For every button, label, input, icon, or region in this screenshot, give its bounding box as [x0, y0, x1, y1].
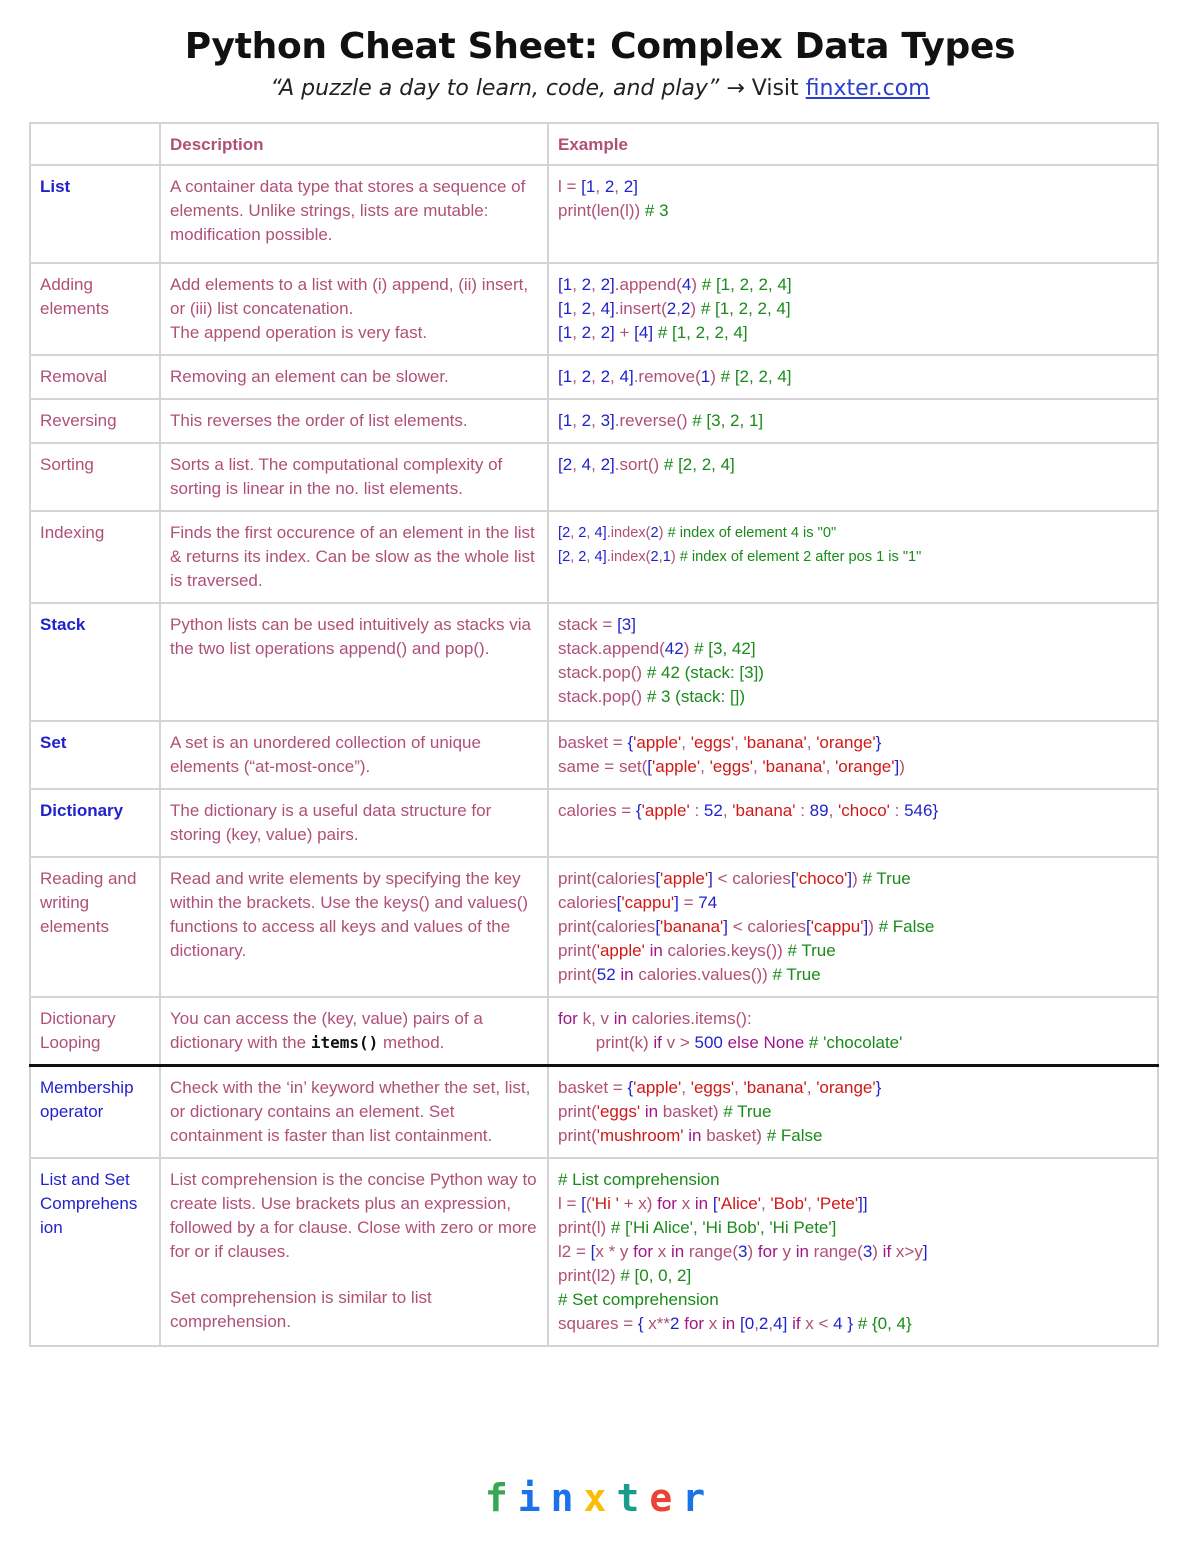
- description-text-end: method.: [382, 1033, 445, 1052]
- logo-letter: t: [616, 1476, 650, 1520]
- row-description: Sorts a list. The computational complexity of sorting is linear in the no. list elements.: [160, 443, 548, 511]
- code-line: [1, 2, 2] + [4] # [1, 2, 2, 4]: [558, 323, 748, 342]
- code-line: print(k) if v > 500 else None # 'chocolate': [558, 1033, 903, 1052]
- row-description: [160, 1158, 548, 1346]
- code-line: print(l) # ['Hi Alice', 'Hi Bob', 'Hi Pete']: [558, 1218, 837, 1237]
- page-subtitle: [0, 76, 1200, 101]
- code-line: print(calories['banana'] < calories['cappu']) # False: [558, 917, 935, 936]
- row-example-code: [548, 263, 1158, 355]
- row-example-code: [548, 721, 1158, 789]
- row-example-code: [548, 1158, 1158, 1346]
- table-row: [30, 1066, 1158, 1159]
- code-line: print('eggs' in basket) # True: [558, 1102, 772, 1121]
- row-name: List and Set Comprehens ion: [30, 1158, 160, 1346]
- cheat-sheet-table: [29, 122, 1159, 1347]
- visit-label: Visit: [751, 76, 799, 101]
- row-name: Stack: [30, 603, 160, 721]
- row-example-code: [548, 857, 1158, 997]
- logo-letter: f: [484, 1476, 518, 1520]
- code-line: stack.pop() # 42 (stack: [3]): [558, 663, 764, 682]
- code-line: [2, 2, 4].index(2) # index of element 4 is "0": [558, 525, 837, 541]
- finxter-link[interactable]: finxter.com: [805, 76, 930, 101]
- row-example-code: [548, 511, 1158, 603]
- row-example-code: [548, 997, 1158, 1066]
- table-row: [30, 857, 1158, 997]
- code-line: # List comprehension: [558, 1170, 720, 1189]
- row-description: This reverses the order of list elements.: [160, 399, 548, 443]
- code-line: calories['cappu'] = 74: [558, 893, 718, 912]
- table-row: [30, 399, 1158, 443]
- row-example-code: [548, 443, 1158, 511]
- code-line: calories = {'apple' : 52, 'banana' : 89, 'choco' : 546}: [558, 801, 939, 820]
- row-name: Dictionary: [30, 789, 160, 857]
- row-description: Check with the ‘in’ keyword whether the set, list, or dictionary contains an element. Set containment is faster than list containment.: [160, 1066, 548, 1159]
- column-header-description: Description: [160, 123, 548, 165]
- code-line: print('mushroom' in basket) # False: [558, 1126, 823, 1145]
- page-title: Python Cheat Sheet: Complex Data Types: [184, 26, 1016, 67]
- table-row: [30, 443, 1158, 511]
- tagline-quote: “A puzzle a day to learn, code, and play”: [270, 76, 720, 101]
- logo-letter: e: [649, 1476, 683, 1520]
- row-name: Reversing: [30, 399, 160, 443]
- code-line: stack.append(42) # [3, 42]: [558, 639, 756, 658]
- row-example-code: [548, 399, 1158, 443]
- row-description: A container data type that stores a sequence of elements. Unlike strings, lists are mutable: modification possible.: [160, 165, 548, 263]
- code-line: # Set comprehension: [558, 1290, 719, 1309]
- row-example-code: [548, 1066, 1158, 1159]
- row-name: List: [30, 165, 160, 263]
- description-text: List comprehension is the concise Python way to create lists. Use brackets plus an expression, followed by a for clause. Close with zero or more for or if clauses.: [170, 1170, 537, 1261]
- row-name: Sorting: [30, 443, 160, 511]
- row-example-code: [548, 165, 1158, 263]
- row-name: Reading and writing elements: [30, 857, 160, 997]
- description-note: The append operation is very fast.: [170, 323, 428, 342]
- row-example-code: [548, 603, 1158, 721]
- row-name: Dictionary Looping: [30, 997, 160, 1066]
- row-name: Removal: [30, 355, 160, 399]
- logo-letter: x: [583, 1476, 617, 1520]
- code-line: basket = {'apple', 'eggs', 'banana', 'orange'}: [558, 733, 882, 752]
- row-name: Indexing: [30, 511, 160, 603]
- row-description: The dictionary is a useful data structure for storing (key, value) pairs.: [160, 789, 548, 857]
- description-text: You can access the (key, value) pairs of a dictionary with the: [170, 1009, 483, 1052]
- column-header-example: Example: [548, 123, 1158, 165]
- arrow-icon: →: [726, 76, 745, 101]
- code-line: l2 = [x * y for x in range(3) for y in range(3) if x>y]: [558, 1242, 928, 1261]
- logo-letter: i: [517, 1476, 551, 1520]
- row-description: Removing an element can be slower.: [160, 355, 548, 399]
- code-line: [1, 2, 2].append(4) # [1, 2, 2, 4]: [558, 275, 792, 294]
- table-row: [30, 789, 1158, 857]
- table-row: [30, 721, 1158, 789]
- logo-letter: n: [550, 1476, 584, 1520]
- table-row: [30, 263, 1158, 355]
- row-description: Read and write elements by specifying the key within the brackets. Use the keys() and values() functions to access all keys and values of the dictionary.: [160, 857, 548, 997]
- header-blank-cell: [30, 123, 160, 165]
- finxter-logo: [0, 1476, 1200, 1520]
- code-line: l = [1, 2, 2]: [558, 177, 638, 196]
- table-row: [30, 603, 1158, 721]
- code-line: stack.pop() # 3 (stack: []): [558, 687, 746, 706]
- description-text: Add elements to a list with (i) append, (ii) insert, or (iii) list concatenation.: [170, 275, 529, 318]
- code-line: squares = { x**2 for x in [0,2,4] if x < 4 } # {0, 4}: [558, 1314, 912, 1333]
- table-row: [30, 997, 1158, 1066]
- code-line: [1, 2, 4].insert(2,2) # [1, 2, 2, 4]: [558, 299, 791, 318]
- table-row: [30, 1158, 1158, 1346]
- code-line: for k, v in calories.items():: [558, 1009, 752, 1028]
- code-line: l = [('Hi ' + x) for x in ['Alice', 'Bob', 'Pete']]: [558, 1194, 868, 1213]
- code-line: print(len(l)) # 3: [558, 201, 669, 220]
- row-name: Membership operator: [30, 1066, 160, 1159]
- row-description: [160, 997, 548, 1066]
- row-description: A set is an unordered collection of unique elements (“at-most-once”).: [160, 721, 548, 789]
- row-example-code: [548, 355, 1158, 399]
- code-line: [1, 2, 3].reverse() # [3, 2, 1]: [558, 411, 764, 430]
- row-name: Adding elements: [30, 263, 160, 355]
- table-row: [30, 355, 1158, 399]
- row-name: Set: [30, 721, 160, 789]
- inline-code: items(): [310, 1033, 379, 1052]
- code-line: basket = {'apple', 'eggs', 'banana', 'orange'}: [558, 1078, 882, 1097]
- code-line: [2, 4, 2].sort() # [2, 2, 4]: [558, 455, 735, 474]
- table-header-row: [30, 123, 1158, 165]
- row-example-code: [548, 789, 1158, 857]
- code-line: print('apple' in calories.keys()) # True: [558, 941, 836, 960]
- code-line: [1, 2, 2, 4].remove(1) # [2, 2, 4]: [558, 367, 792, 386]
- code-line: print(52 in calories.values()) # True: [558, 965, 821, 984]
- code-line: same = set(['apple', 'eggs', 'banana', 'orange']): [558, 757, 905, 776]
- description-note: Set comprehension is similar to list comprehension.: [170, 1288, 432, 1331]
- row-description: [160, 263, 548, 355]
- row-description: Python lists can be used intuitively as stacks via the two list operations append() and pop().: [160, 603, 548, 721]
- table-row: [30, 165, 1158, 263]
- code-line: print(calories['apple'] < calories['choco']) # True: [558, 869, 911, 888]
- code-line: print(l2) # [0, 0, 2]: [558, 1266, 692, 1285]
- logo-letter: r: [682, 1476, 716, 1520]
- code-line: [2, 2, 4].index(2,1) # index of element 2 after pos 1 is "1": [558, 549, 922, 565]
- row-description: Finds the first occurence of an element in the list & returns its index. Can be slow as the whole list is traversed.: [160, 511, 548, 603]
- code-line: stack = [3]: [558, 615, 636, 634]
- table-row: [30, 511, 1158, 603]
